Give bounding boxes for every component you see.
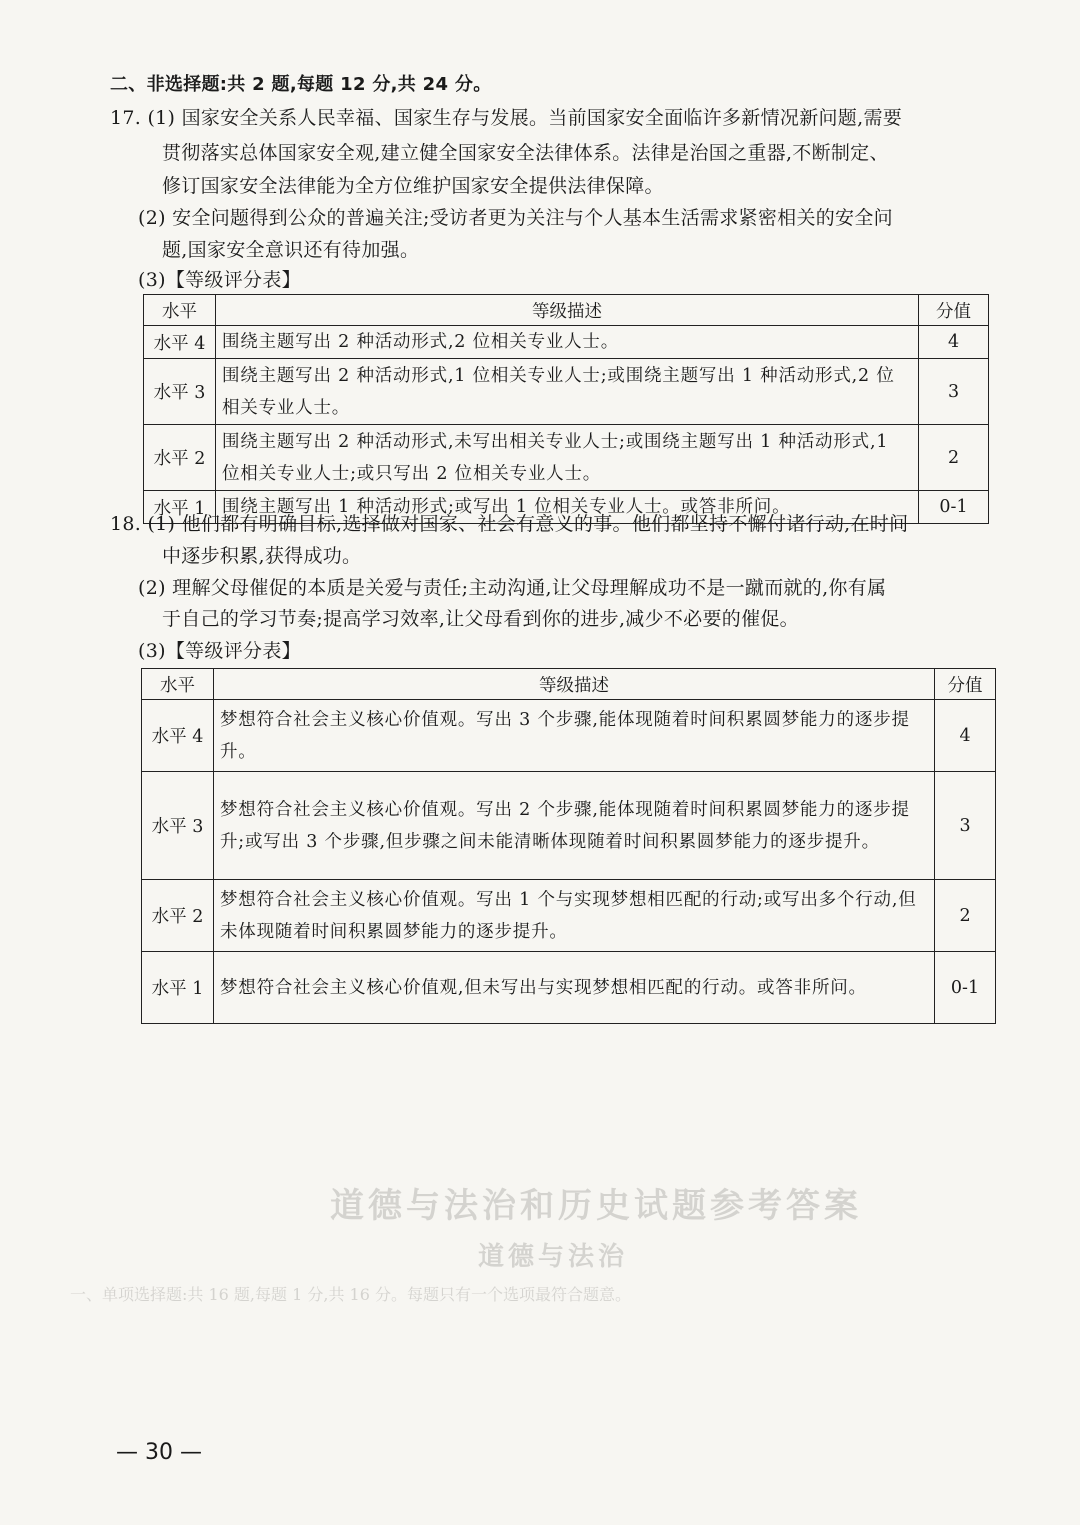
q18-part1-line2: 中逐步积累,获得成功。	[162, 545, 362, 567]
header-description: 等级描述	[215, 295, 918, 326]
header-score: 分值	[919, 295, 989, 326]
q17-part1-line3: 修订国家安全法律能为全方位维护国家安全提供法律保障。	[162, 175, 664, 197]
table-row	[144, 425, 989, 491]
level-cell: 水平 4	[144, 326, 216, 359]
section-heading: 二、非选择题:共 2 题,每题 12 分,共 24 分。	[110, 74, 492, 95]
description-cell: 梦想符合社会主义核心价值观。写出 1 个与实现梦想相匹配的行动;或写出多个行动,但未体现随着时间积累圆梦能力的逐步提升。	[213, 880, 934, 952]
score-cell: 3	[935, 772, 996, 880]
header-level: 水平	[144, 295, 216, 326]
level-cell: 水平 2	[142, 880, 214, 952]
bleed-through-instruction: 一、单项选择题:共 16 题,每题 1 分,共 16 分。每题只有一个选项最符合题意。	[70, 1285, 631, 1304]
header-description: 等级描述	[213, 669, 934, 700]
description-cell: 梦想符合社会主义核心价值观。写出 3 个步骤,能体现随着时间积累圆梦能力的逐步提升。	[213, 700, 934, 772]
bleed-through-title: 道德与法治和历史试题参考答案	[330, 1186, 862, 1226]
page-number: — 30 —	[116, 1440, 202, 1465]
table-header-row	[142, 669, 996, 700]
q17-part2-line1: (2) 安全问题得到公众的普遍关注;受访者更为关注与个人基本生活需求紧密相关的安全问	[138, 207, 893, 229]
score-cell: 2	[935, 880, 996, 952]
description-cell: 围绕主题写出 1 种活动形式;或写出 1 位相关专业人士。或答非所问。	[215, 491, 918, 524]
q18-part2-line2: 于自己的学习节奏;提高学习效率,让父母看到你的进步,减少不必要的催促。	[162, 608, 799, 630]
level-cell: 水平 4	[142, 700, 214, 772]
score-cell: 3	[919, 359, 989, 425]
q18-part2-line1: (2) 理解父母催促的本质是关爱与责任;主动沟通,让父母理解成功不是一蹴而就的,你有属	[138, 577, 887, 599]
header-level: 水平	[142, 669, 214, 700]
level-cell: 水平 2	[144, 425, 216, 491]
description-cell: 梦想符合社会主义核心价值观,但未写出与实现梦想相匹配的行动。或答非所问。	[213, 952, 934, 1024]
table-row	[142, 772, 996, 880]
table-row	[142, 952, 996, 1024]
description-cell: 围绕主题写出 2 种活动形式,未写出相关专业人士;或围绕主题写出 1 种活动形式,1 位相关专业人士;或只写出 2 位相关专业人士。	[215, 425, 918, 491]
level-cell: 水平 3	[142, 772, 214, 880]
level-cell: 水平 1	[144, 491, 216, 524]
q18-rubric-table	[141, 668, 996, 1024]
q17-part3-label: (3)【等级评分表】	[138, 269, 301, 291]
q17-part2-line2: 题,国家安全意识还有待加强。	[162, 239, 420, 261]
q17-rubric-table	[143, 294, 989, 524]
score-cell: 0-1	[919, 491, 989, 524]
score-cell: 4	[919, 326, 989, 359]
table-header-row	[144, 295, 989, 326]
description-cell: 围绕主题写出 2 种活动形式,1 位相关专业人士;或围绕主题写出 1 种活动形式,2 位相关专业人士。	[215, 359, 918, 425]
score-cell: 0-1	[935, 952, 996, 1024]
description-cell: 梦想符合社会主义核心价值观。写出 2 个步骤,能体现随着时间积累圆梦能力的逐步提升;或写出 3 个步骤,但步骤之间未能清晰体现随着时间积累圆梦能力的逐步提升。	[213, 772, 934, 880]
table-row	[144, 359, 989, 425]
header-score: 分值	[935, 669, 996, 700]
q17-part1-line2: 贯彻落实总体国家安全观,建立健全国家安全法律体系。法律是治国之重器,不断制定、	[162, 142, 889, 164]
table-row	[142, 880, 996, 952]
bleed-through-subtitle: 道德与法治	[478, 1242, 629, 1272]
level-cell: 水平 1	[142, 952, 214, 1024]
level-cell: 水平 3	[144, 359, 216, 425]
score-cell: 4	[935, 700, 996, 772]
q18-part3-label: (3)【等级评分表】	[138, 640, 301, 662]
description-cell: 围绕主题写出 2 种活动形式,2 位相关专业人士。	[215, 326, 918, 359]
table-row	[144, 326, 989, 359]
q18-part1-line1: 18. (1) 他们都有明确目标,选择做对国家、社会有意义的事。他们都坚持不懈付诸行动,在时间	[110, 513, 909, 535]
q17-part1-line1: 17. (1) 国家安全关系人民幸福、国家生存与发展。当前国家安全面临许多新情况新问题,需要	[110, 107, 903, 129]
score-cell: 2	[919, 425, 989, 491]
table-row	[142, 700, 996, 772]
